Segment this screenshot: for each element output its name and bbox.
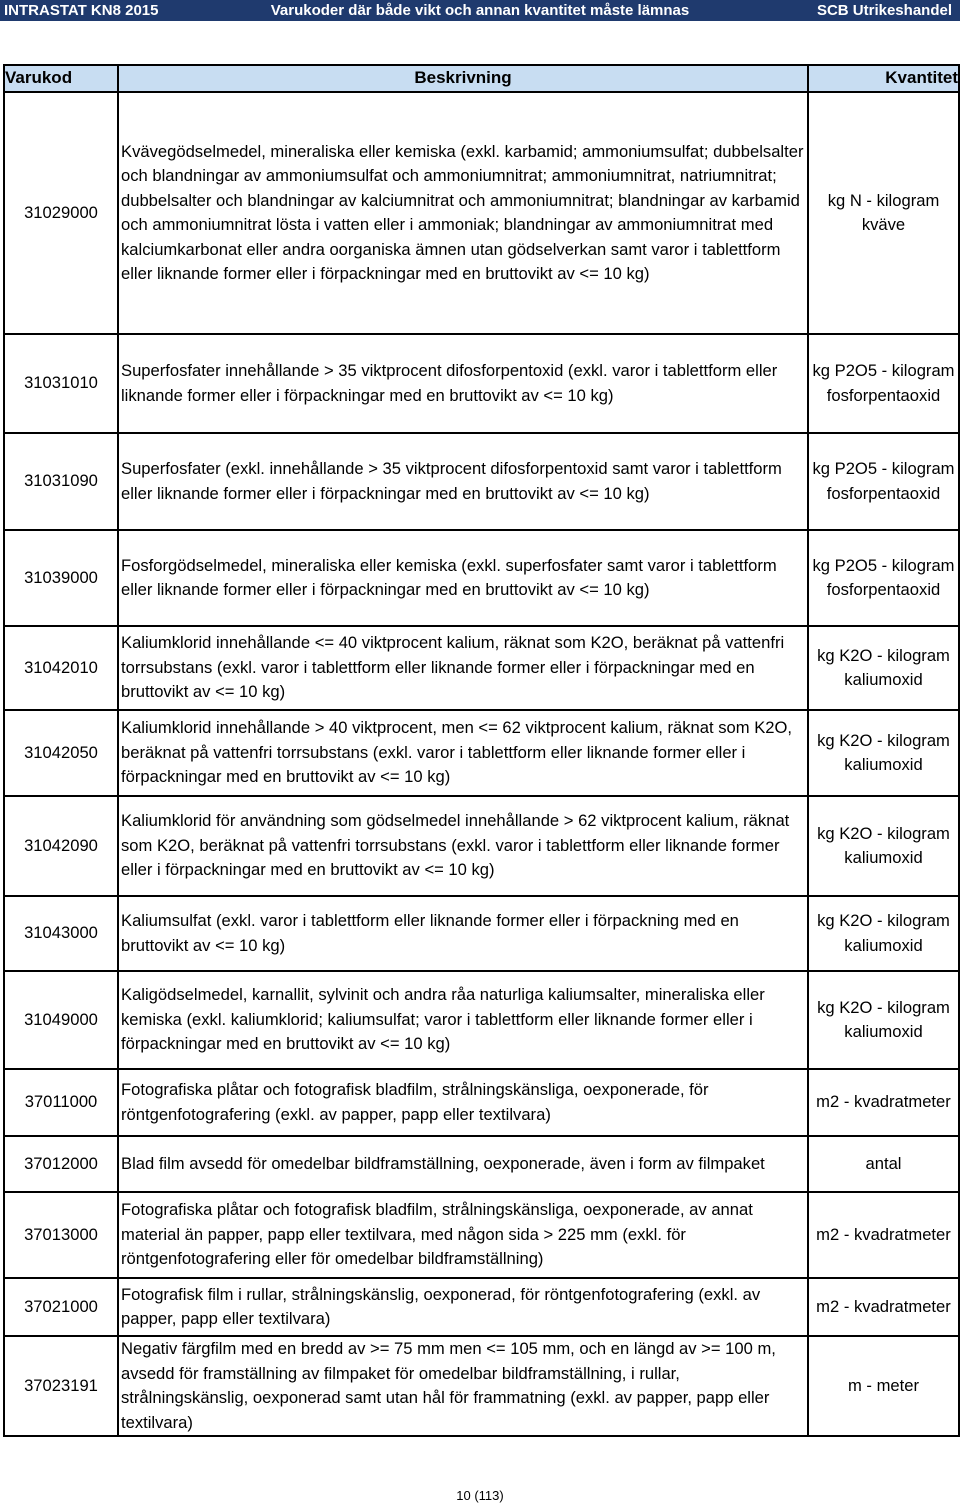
column-header-code: Varukod	[4, 65, 118, 92]
quantity-unit-cell: kg P2O5 - kilogram fosforpentaoxid	[808, 433, 959, 530]
column-header-quantity: Kvantitet	[808, 65, 959, 92]
description-cell: Fotografiska plåtar och fotografisk bladfilm, strålningskänsliga, oexponerade, av annat material än papper, papp eller textilvara, med någon sida > 225 mm (exkl. för röntgenfotografering eller för omedelbar bildframställning)	[118, 1192, 808, 1278]
code-cell: 31042050	[4, 710, 118, 796]
table-row	[4, 971, 959, 1069]
quantity-unit-cell: kg P2O5 - kilogram fosforpentaoxid	[808, 530, 959, 626]
description-cell: Kaliumklorid för användning som gödselmedel innehållande > 62 viktprocent kalium, räknat som K2O, beräknat på vattenfri torrsubstans (exkl. varor i tablettform eller liknande former eller i förpackningar med en bruttovikt av <= 10 kg)	[118, 796, 808, 896]
description-cell: Fosforgödselmedel, mineraliska eller kemiska (exkl. superfosfater samt varor i tablettform eller liknande former eller i förpackningar med en bruttovikt av <= 10 kg)	[118, 530, 808, 626]
description-cell: Superfosfater innehållande > 35 viktprocent difosforpentoxid (exkl. varor i tablettform eller liknande former eller i förpackningar med en bruttovikt av <= 10 kg)	[118, 334, 808, 433]
description-cell: Kaliumklorid innehållande <= 40 viktprocent kalium, räknat som K2O, beräknat på vattenfri torrsubstans (exkl. varor i tablettform eller liknande former eller i förpackningar med en bruttovikt av <= 10 kg)	[118, 626, 808, 710]
code-cell: 31031090	[4, 433, 118, 530]
code-cell: 31049000	[4, 971, 118, 1069]
quantity-unit-cell: m2 - kvadratmeter	[808, 1278, 959, 1336]
code-cell: 37011000	[4, 1069, 118, 1136]
table-row	[4, 1278, 959, 1336]
page-number: 10 (113)	[456, 1488, 504, 1503]
code-cell: 37013000	[4, 1192, 118, 1278]
description-cell: Fotografisk film i rullar, strålningskänslig, oexponerad, för röntgenfotografering (exkl. av papper, papp eller textilvara)	[118, 1278, 808, 1336]
quantity-unit-cell: kg K2O - kilogram kaliumoxid	[808, 710, 959, 796]
page-header-bar	[0, 0, 960, 21]
quantity-unit-cell: kg K2O - kilogram kaliumoxid	[808, 626, 959, 710]
code-cell: 37021000	[4, 1278, 118, 1336]
quantity-unit-cell: m2 - kvadratmeter	[808, 1069, 959, 1136]
quantity-unit-cell: kg K2O - kilogram kaliumoxid	[808, 971, 959, 1069]
quantity-unit-cell: m - meter	[808, 1336, 959, 1436]
commodity-code-table	[3, 64, 960, 1437]
description-cell: Superfosfater (exkl. innehållande > 35 viktprocent difosforpentoxid samt varor i tablettform eller liknande former eller i förpackningar med en bruttovikt av <= 10 kg)	[118, 433, 808, 530]
description-cell: Kaliumklorid innehållande > 40 viktprocent, men <= 62 viktprocent kalium, räknat som K2O, beräknat på vattenfri torrsubstans (exkl. varor i tablettform eller liknande former eller i förpackningar med en bruttovikt av <= 10 kg)	[118, 710, 808, 796]
description-cell: Negativ färgfilm med en bredd av >= 75 mm men <= 105 mm, och en längd av >= 100 m, avsedd för framställning av filmpaket för omedelbar bildframställning, i rullar, strålningskänslig, oexponerad samt utan hål för frammatning (exkl. av papper, papp eller textilvara)	[118, 1336, 808, 1436]
code-cell: 31039000	[4, 530, 118, 626]
code-cell: 37023191	[4, 1336, 118, 1436]
quantity-unit-cell: m2 - kvadratmeter	[808, 1192, 959, 1278]
table-row	[4, 1192, 959, 1278]
description-cell: Blad film avsedd för omedelbar bildframställning, oexponerade, även i form av filmpaket	[118, 1136, 808, 1192]
code-cell: 37012000	[4, 1136, 118, 1192]
quantity-unit-cell: antal	[808, 1136, 959, 1192]
code-cell: 31042090	[4, 796, 118, 896]
table-row	[4, 796, 959, 896]
header-document-name: INTRASTAT KN8 2015	[4, 2, 159, 19]
column-header-description: Beskrivning	[118, 65, 808, 92]
code-cell: 31031010	[4, 334, 118, 433]
code-cell: 31029000	[4, 92, 118, 334]
table-row	[4, 530, 959, 626]
table-row	[4, 896, 959, 971]
quantity-unit-cell: kg K2O - kilogram kaliumoxid	[808, 796, 959, 896]
description-cell: Kaliumsulfat (exkl. varor i tablettform eller liknande former eller i förpackning med en bruttovikt av <= 10 kg)	[118, 896, 808, 971]
table-row	[4, 626, 959, 710]
table-row	[4, 1136, 959, 1192]
table-header-row	[4, 65, 959, 92]
quantity-unit-cell: kg N - kilogram kväve	[808, 92, 959, 334]
quantity-unit-cell: kg K2O - kilogram kaliumoxid	[808, 896, 959, 971]
description-cell: Kaligödselmedel, karnallit, sylvinit och andra råa naturliga kaliumsalter, mineraliska eller kemiska (exkl. kaliumklorid; kaliumsulfat; varor i tablettform eller liknande former eller i förpackningar med en bruttovikt av <= 10 kg)	[118, 971, 808, 1069]
header-publisher: SCB Utrikeshandel	[816, 2, 952, 19]
table-row	[4, 1336, 959, 1436]
table-row	[4, 710, 959, 796]
code-cell: 31043000	[4, 896, 118, 971]
code-cell: 31042010	[4, 626, 118, 710]
description-cell: Kvävegödselmedel, mineraliska eller kemiska (exkl. karbamid; ammoniumsulfat; dubbelsalter och blandningar av ammoniumsulfat och ammoniumnitrat; ammoniumnitrat, natriumnitrat; dubbelsalter och blandningar av kalciumnitrat och ammoniumnitrat; blandningar av karbamid och ammoniumnitrat lösta i vatten eller i ammoniak; blandningar av ammoniumnitrat med kalciumkarbonat eller andra oorganiska ämnen utan gödselverkan samt varor i tablettform eller liknande former eller i förpackningar med en bruttovikt av <= 10 kg)	[118, 92, 808, 334]
table-row	[4, 433, 959, 530]
description-cell: Fotografiska plåtar och fotografisk bladfilm, strålningskänsliga, oexponerade, för röntgenfotografering (exkl. av papper, papp eller textilvara)	[118, 1069, 808, 1136]
table-row	[4, 92, 959, 334]
table-row	[4, 334, 959, 433]
quantity-unit-cell: kg P2O5 - kilogram fosforpentaoxid	[808, 334, 959, 433]
table-row	[4, 1069, 959, 1136]
header-title: Varukoder där både vikt och annan kvantitet måste lämnas	[270, 2, 690, 19]
